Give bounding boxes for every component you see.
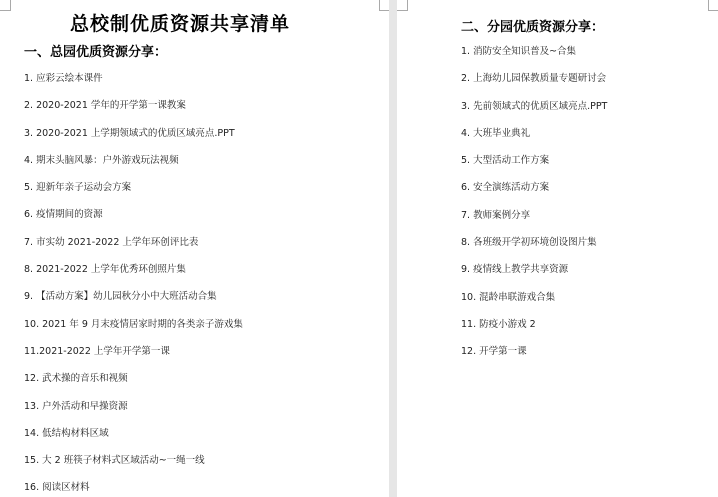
list-item: 1. 消防安全知识普及~合集 [461, 46, 577, 57]
list-item: 5. 大型活动工作方案 [461, 155, 550, 167]
page-corner-mark [397, 0, 408, 11]
page-corner-mark [379, 0, 389, 11]
list-item: 3. 2020-2021 上学期领域式的优质区域亮点.PPT [24, 127, 235, 139]
page-corner-mark [708, 0, 718, 11]
list-item: 4. 大班毕业典礼 [461, 127, 531, 139]
list-item: 12. 开学第一课 [461, 346, 527, 358]
branch-resource-list [461, 38, 607, 366]
list-item: 9. 【活动方案】幼儿园秋分小中大班活动合集 [24, 291, 217, 303]
document-page-right [397, 0, 718, 497]
list-item: 11.2021-2022 上学年开学第一课 [24, 345, 170, 357]
list-item: 16. 阅读区材料 [24, 482, 90, 494]
list-item: 2. 2020-2021 学年的开学第一课教案 [24, 100, 186, 112]
document-title: 总校制优质资源共享清单 [70, 13, 291, 35]
list-item: 1. 应彩云绘本课件 [24, 73, 103, 84]
list-item: 13. 户外活动和早操资源 [24, 400, 128, 412]
section-heading-branch: 二、分园优质资源分享： [461, 20, 605, 35]
list-item: 9. 疫情线上教学共享资源 [461, 264, 569, 276]
list-item: 2. 上海幼儿园保教质量专题研讨会 [461, 73, 607, 85]
list-item: 15. 大 2 班筷子材料式区域活动~一绳一线 [24, 455, 205, 467]
list-item: 7. 教师案例分享 [461, 209, 531, 221]
list-item: 5. 迎新年亲子运动会方案 [24, 182, 132, 194]
list-item: 14. 低结构材料区域 [24, 427, 109, 439]
page-corner-mark [0, 0, 11, 11]
list-item: 4. 期末头脑风暴：户外游戏玩法视频 [24, 154, 179, 166]
list-item: 8. 各班级开学初环境创设图片集 [461, 237, 597, 249]
list-item: 10. 混龄串联游戏合集 [461, 291, 556, 303]
main-resource-list [24, 65, 243, 497]
section-heading-main: 一、总园优质资源分享： [24, 45, 168, 60]
list-item: 12. 武术操的音乐和视频 [24, 373, 128, 385]
list-item: 10. 2021 年 9 月末疫情居家时期的各类亲子游戏集 [24, 318, 243, 330]
list-item: 6. 疫情期间的资源 [24, 209, 103, 221]
list-item: 6. 安全演练活动方案 [461, 182, 550, 194]
list-item: 7. 市实幼 2021-2022 上学年环创评比表 [24, 236, 199, 248]
list-item: 11. 防疫小游戏 2 [461, 318, 536, 330]
list-item: 8. 2021-2022 上学年优秀环创照片集 [24, 264, 186, 276]
list-item: 3. 先前领域式的优质区域亮点.PPT [461, 100, 608, 112]
